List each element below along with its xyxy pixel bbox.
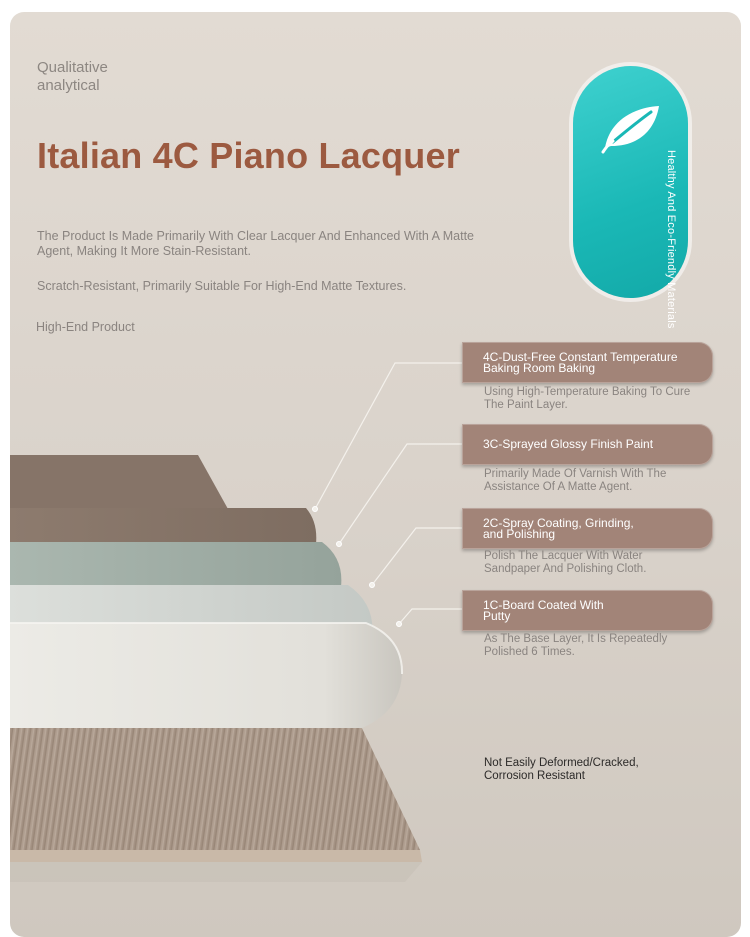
leaf-icon [595,96,665,156]
layer-badge-3c [462,424,713,465]
dark-slab [10,455,228,509]
layer-3c [10,542,341,587]
eco-badge-text: Healthy And Eco-Friendly Materials [665,150,677,329]
layer-note-4c: Using High-Temperature Baking To Cure The Paint Layer. [484,386,691,411]
layer-badge-4c [462,342,713,383]
description-paragraph-2: Scratch-Resistant, Primarily Suitable For High-End Matte Textures. [37,279,407,293]
layer-badge-2c [462,508,713,549]
layer-1c [10,623,402,728]
layer-note-1c: As The Base Layer, It Is Repeatedly Polished 6 Times. [484,633,668,658]
layer-note-3c: Primarily Made Of Varnish With The Assistance Of A Matte Agent. [484,468,667,493]
layer-badge-title: 2C-Spray Coating, Grinding, and Polishing [483,515,634,541]
product-card [10,12,741,937]
eyebrow-label [37,59,108,95]
layer-4c [10,508,316,544]
page-title: Italian 4C Piano Lacquer [37,135,460,176]
layer-note-2c: Polish The Lacquer With Water Sandpaper And Polishing Cloth. [484,550,647,575]
leader-line-1c [399,609,462,624]
durability-claim: Not Easily Deformed/Cracked, Corrosion Resistant [484,757,639,782]
layer-badge-title: 1C-Board Coated With Putty [483,597,604,623]
layer-badge-1c [462,590,713,631]
product-tag: High-End Product [36,320,135,334]
layer-badge-title: 3C-Sprayed Glossy Finish Paint [483,437,654,451]
description-paragraph-1: The Product Is Made Primarily With Clear Lacquer And Enhanced With A Matte Agent, Making It More Stain-Resistant. [37,229,475,258]
eyebrow-line-1: Qualitative [37,59,108,76]
leader-line-2c [372,528,462,585]
eyebrow-line-2: analytical [37,77,100,94]
leader-line-4c [315,363,462,509]
wood-board [10,724,420,850]
leader-line-3c [339,444,462,544]
wood-board-edge [10,850,422,862]
layer-badge-title: 4C-Dust-Free Constant Temperature Baking Room Baking [483,349,678,375]
